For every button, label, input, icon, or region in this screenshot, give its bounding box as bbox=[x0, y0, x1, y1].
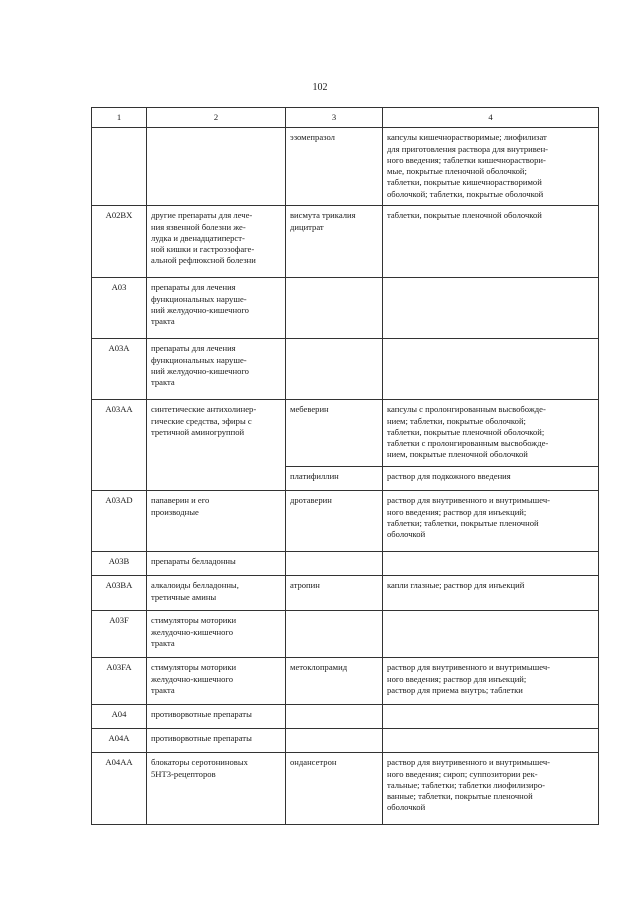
substance-cell: атропин bbox=[286, 576, 383, 611]
group-cell: противорвотные препараты bbox=[147, 729, 286, 753]
substance-cell: висмута трикалия дицитрат bbox=[286, 206, 383, 278]
dosage-forms-cell: капли глазные; раствор для инъекций bbox=[383, 576, 599, 611]
table-header-row bbox=[92, 108, 599, 128]
atc-code-cell: A03A bbox=[92, 339, 147, 400]
substance-cell bbox=[286, 705, 383, 729]
column-header-group: 2 bbox=[147, 108, 286, 128]
page-number: 102 bbox=[312, 82, 328, 93]
substance-cell: ондансетрон bbox=[286, 753, 383, 825]
substance-cell bbox=[286, 278, 383, 339]
dosage-forms-cell: раствор для подкожного введения bbox=[383, 467, 599, 491]
substance-cell bbox=[286, 611, 383, 658]
column-header-code: 1 bbox=[92, 108, 147, 128]
dosage-forms-cell: раствор для внутривенного и внутримышеч- ного введения; раствор для инъекций; таблетки; таблетки, покрытые пленочной оболочкой bbox=[383, 491, 599, 552]
atc-code-cell: A03AA bbox=[92, 400, 147, 491]
group-cell: стимуляторы моторики желудочно-кишечного тракта bbox=[147, 658, 286, 705]
table-row bbox=[92, 339, 599, 400]
atc-code-cell: A04 bbox=[92, 705, 147, 729]
group-cell: противорвотные препараты bbox=[147, 705, 286, 729]
table-row bbox=[92, 278, 599, 339]
atc-code-cell: A03 bbox=[92, 278, 147, 339]
dosage-forms-cell: раствор для внутривенного и внутримышеч- ного введения; раствор для инъекций; раствор для приема внутрь; таблетки bbox=[383, 658, 599, 705]
atc-code-cell: A03BA bbox=[92, 576, 147, 611]
table-row bbox=[92, 128, 599, 206]
drug-classification-table bbox=[91, 107, 599, 825]
table-row bbox=[92, 753, 599, 825]
table-row bbox=[92, 611, 599, 658]
column-header-substance: 3 bbox=[286, 108, 383, 128]
atc-code-cell bbox=[92, 128, 147, 206]
table-row bbox=[92, 729, 599, 753]
dosage-forms-cell: раствор для внутривенного и внутримышеч- ного введения; сироп; суппозитории рек- тальные; таблетки; таблетки лиофилизиро- ванные; таблетки, покрытые пленочной оболочкой bbox=[383, 753, 599, 825]
group-cell: папаверин и его производные bbox=[147, 491, 286, 552]
table-row bbox=[92, 658, 599, 705]
group-cell: препараты для лечения функциональных наруше- ний желудочно-кишечного тракта bbox=[147, 278, 286, 339]
dosage-forms-cell bbox=[383, 611, 599, 658]
dosage-forms-cell: таблетки, покрытые пленочной оболочкой bbox=[383, 206, 599, 278]
group-cell: стимуляторы моторики желудочно-кишечного тракта bbox=[147, 611, 286, 658]
substance-cell bbox=[286, 729, 383, 753]
dosage-forms-cell bbox=[383, 339, 599, 400]
substance-cell: мебеверин bbox=[286, 400, 383, 467]
atc-code-cell: A02BX bbox=[92, 206, 147, 278]
table-row bbox=[92, 705, 599, 729]
dosage-forms-cell bbox=[383, 705, 599, 729]
dosage-forms-cell: капсулы кишечнорастворимые; лиофилизат для приготовления раствора для внутривен- ного введения; таблетки кишечнораствори- мые, покрытые пленочной оболочкой; таблетки, покрытые кишечнорастворимой оболочкой; таблетки, покрытые оболочкой bbox=[383, 128, 599, 206]
group-cell: блокаторы серотониновых 5HT3-рецепторов bbox=[147, 753, 286, 825]
dosage-forms-cell bbox=[383, 552, 599, 576]
group-cell: другие препараты для лече- ния язвенной болезни же- лудка и двенадцатиперст- ной кишки и гастроэзофаге- альной рефлюксной болезни bbox=[147, 206, 286, 278]
table-row bbox=[92, 552, 599, 576]
substance-cell bbox=[286, 339, 383, 400]
dosage-forms-cell bbox=[383, 278, 599, 339]
group-cell bbox=[147, 128, 286, 206]
substance-cell: метоклопрамид bbox=[286, 658, 383, 705]
substance-cell bbox=[286, 552, 383, 576]
dosage-forms-cell: капсулы с пролонгированным высвобожде- нием; таблетки, покрытые оболочкой; таблетки, покрытые пленочной оболочкой; таблетки с пролонгированным высвобожде- нием, покрытые пленочной оболочкой bbox=[383, 400, 599, 467]
atc-code-cell: A03AD bbox=[92, 491, 147, 552]
atc-code-cell: A04A bbox=[92, 729, 147, 753]
column-header-forms: 4 bbox=[383, 108, 599, 128]
dosage-forms-cell bbox=[383, 729, 599, 753]
table-row bbox=[92, 491, 599, 552]
substance-cell: дротаверин bbox=[286, 491, 383, 552]
table-row bbox=[92, 576, 599, 611]
group-cell: алкалоиды белладонны, третичные амины bbox=[147, 576, 286, 611]
group-cell: синтетические антихолинер- гические средства, эфиры с третичной аминогруппой bbox=[147, 400, 286, 491]
atc-code-cell: A03FA bbox=[92, 658, 147, 705]
table-row bbox=[92, 400, 599, 467]
group-cell: препараты для лечения функциональных наруше- ний желудочно-кишечного тракта bbox=[147, 339, 286, 400]
atc-code-cell: A04AA bbox=[92, 753, 147, 825]
atc-code-cell: A03B bbox=[92, 552, 147, 576]
substance-cell: эзомепразол bbox=[286, 128, 383, 206]
table-row bbox=[92, 206, 599, 278]
substance-cell: платифиллин bbox=[286, 467, 383, 491]
atc-code-cell: A03F bbox=[92, 611, 147, 658]
group-cell: препараты белладонны bbox=[147, 552, 286, 576]
